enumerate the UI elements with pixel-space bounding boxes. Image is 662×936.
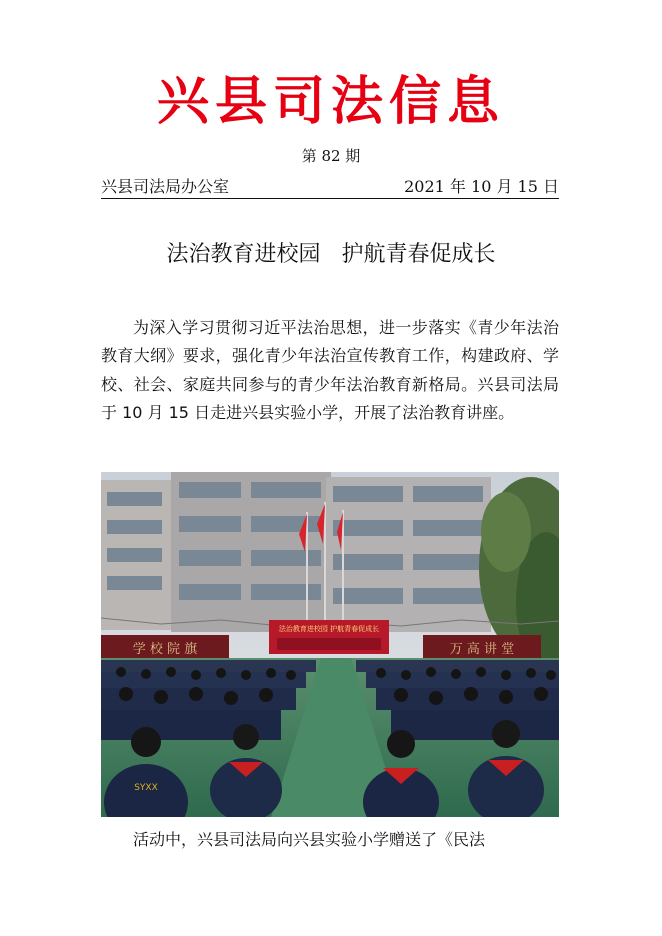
event-photo — [101, 472, 559, 817]
school-buildings — [101, 472, 491, 632]
issue-date: 2021 年 10 月 15 日 — [404, 177, 559, 196]
left-board-text: 学 校 院 旗 — [132, 642, 198, 657]
article-paragraph-2: 活动中，兴县司法局向兴县实验小学赠送了《民法 — [133, 830, 486, 849]
article-paragraph-1: 为深入学习贯彻习近平法治思想，进一步落实《青少年法治教育大纲》要求，强化青少年法治宣传教育工作，构建政府、学校、社会、家庭共同参与的青少年法治教育新格局。兴县司法局于 10 月 15 日走进兴县实验小学，开展了法治教育讲座。 — [101, 318, 559, 423]
stage — [269, 620, 389, 654]
stage-banner: 法治教育进校园 护航青春促成长 — [278, 625, 380, 633]
issue-number: 第 82 期 — [301, 147, 361, 165]
info-row — [101, 176, 559, 199]
uniform-label: SYXX — [134, 783, 158, 793]
masthead-title: 兴县司法信息 — [156, 71, 505, 132]
office-name: 兴县司法局办公室 — [101, 177, 230, 196]
right-board-text: 万 高 讲 堂 — [449, 642, 515, 657]
article-headline: 法治教育进校园 护航青春促成长 — [166, 242, 496, 267]
